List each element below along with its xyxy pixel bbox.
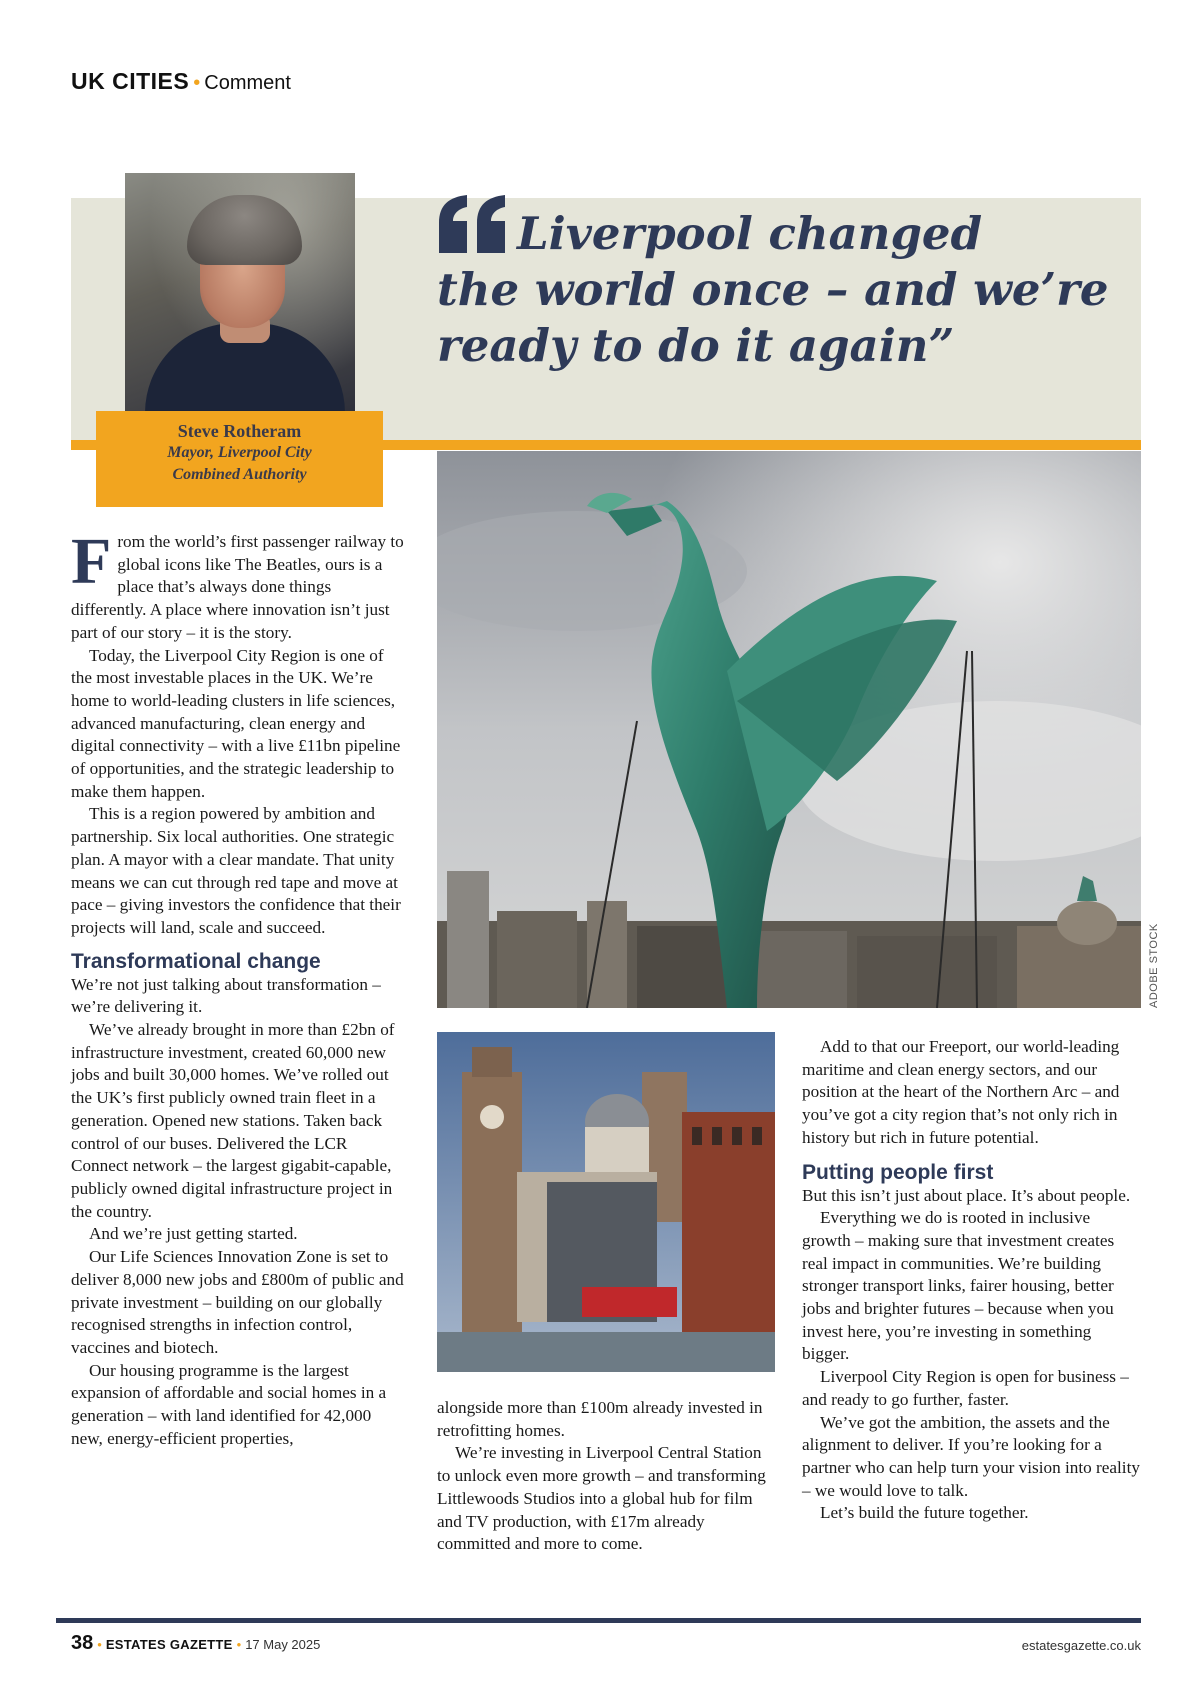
publication-name: ESTATES GAZETTE	[105, 1637, 233, 1652]
paragraph: Our housing programme is the largest expansion of affordable and social homes in a generation – with land identified for 42,000 new, energy-efficient properties,	[71, 1360, 387, 1448]
pull-quote	[437, 193, 1127, 374]
paragraph: We’ve already brought in more than £2bn of infrastructure investment, created 60,000 new jobs and built 30,000 homes. We’ve rolled out the UK’s first publicly owned train fleet in a generation. Opened new stations. Taken back control of our buses. Delivered the LCR Connect network – the largest gigabit-capable, publicly owned digital infrastructure project in the country.	[71, 1020, 395, 1221]
paragraph: But this isn’t just about place. It’s about people.	[802, 1185, 1131, 1205]
photo-credit: ADOBE STOCK	[1148, 923, 1160, 1008]
author-name: Steve Rotheram	[177, 421, 302, 441]
byline-box	[96, 411, 383, 507]
subsection-label: Comment	[204, 72, 291, 94]
section-label: UK CITIES	[71, 68, 190, 94]
quote-line-1: Liverpool changed	[517, 207, 983, 260]
paragraph: Add to that our Freeport, our world-leading maritime and clean energy sectors, and our position at the heart of the Northern Arc – and you’ve got a city region that’s not only rich in history but rich in future potential.	[802, 1037, 1120, 1147]
liver-bird-photo	[437, 451, 1141, 1008]
author-role-line2: Combined Authority	[172, 466, 307, 483]
paragraph: And we’re just getting started.	[89, 1224, 298, 1244]
waterfront-photo	[437, 1032, 775, 1372]
paragraph: Let’s build the future together.	[820, 1503, 1029, 1523]
paragraph: We’re not just talking about transformation – we’re delivering it.	[71, 974, 381, 1017]
subheading-putting-people-first: Putting people first	[802, 1160, 994, 1184]
paragraph: Liverpool City Region is open for business – and ready to go further, faster.	[802, 1367, 1129, 1409]
subheading-transformational-change: Transformational change	[71, 949, 321, 973]
footer-left: 38 • ESTATES GAZETTE • 17 May 2025	[71, 1632, 321, 1654]
footer-rule	[56, 1618, 1141, 1623]
paragraph: Today, the Liverpool City Region is one of the most investable places in the UK. We’re home to world-leading clusters in life sciences, advanced manufacturing, clean energy and digital connectivity – with a live £11bn pipeline of opportunities, and the strategic leadership to make them happen.	[71, 645, 401, 801]
paragraph: This is a region powered by ambition and partnership. Six local authorities. One strategic plan. A mayor with a clear mandate. That unity means we can cut through red tape and move at pace – giving investors the confidence that their projects will land, scale and succeed.	[71, 804, 401, 937]
issue-date: 17 May 2025	[245, 1637, 321, 1652]
website-url[interactable]: estatesgazette.co.uk	[1021, 1638, 1141, 1653]
paragraph: We’re investing in Liverpool Central Station to unlock even more growth – and transforming Littlewoods Studios into a global hub for film and TV production, with £17m already committed and more to come.	[437, 1443, 766, 1554]
intro-paragraph: From the world’s first passenger railway to global icons like The Beatles, ours is a place that’s always done things differently. A place where innovation isn’t just part of our story – it is the story.	[71, 525, 404, 642]
paragraph: Everything we do is rooted in inclusive growth – making sure that investment creates real impact in communities. We’re building stronger transport links, fairer housing, better jobs and brighter futures – because when you invest here, you’re investing in something bigger.	[802, 1208, 1115, 1364]
section-header	[71, 68, 291, 95]
paragraph: alongside more than £100m already invested in retrofitting homes.	[437, 1398, 763, 1440]
header-separator-dot: •	[193, 72, 201, 94]
article-column-2	[437, 1397, 777, 1556]
quote-line-2: the world once – and we’re	[437, 263, 1109, 316]
drop-cap: F	[71, 525, 112, 598]
article-column-1	[71, 525, 405, 1450]
open-quote-icon	[437, 193, 509, 255]
paragraph: Our Life Sciences Innovation Zone is set to deliver 8,000 new jobs and £800m of public and private investment – building on our globally recognised strengths in infection control, vaccines and biotech.	[71, 1247, 404, 1357]
paragraph: We’ve got the ambition, the assets and the alignment to deliver. If you’re looking for a partner who can help turn your vision into reality – we would love to talk.	[802, 1412, 1140, 1500]
page-number: 38	[71, 1632, 94, 1654]
quote-line-3: ready to do it again”	[437, 319, 955, 372]
article-column-3	[802, 1036, 1142, 1525]
author-portrait	[125, 173, 355, 413]
author-role-line1: Mayor, Liverpool City	[167, 444, 312, 461]
